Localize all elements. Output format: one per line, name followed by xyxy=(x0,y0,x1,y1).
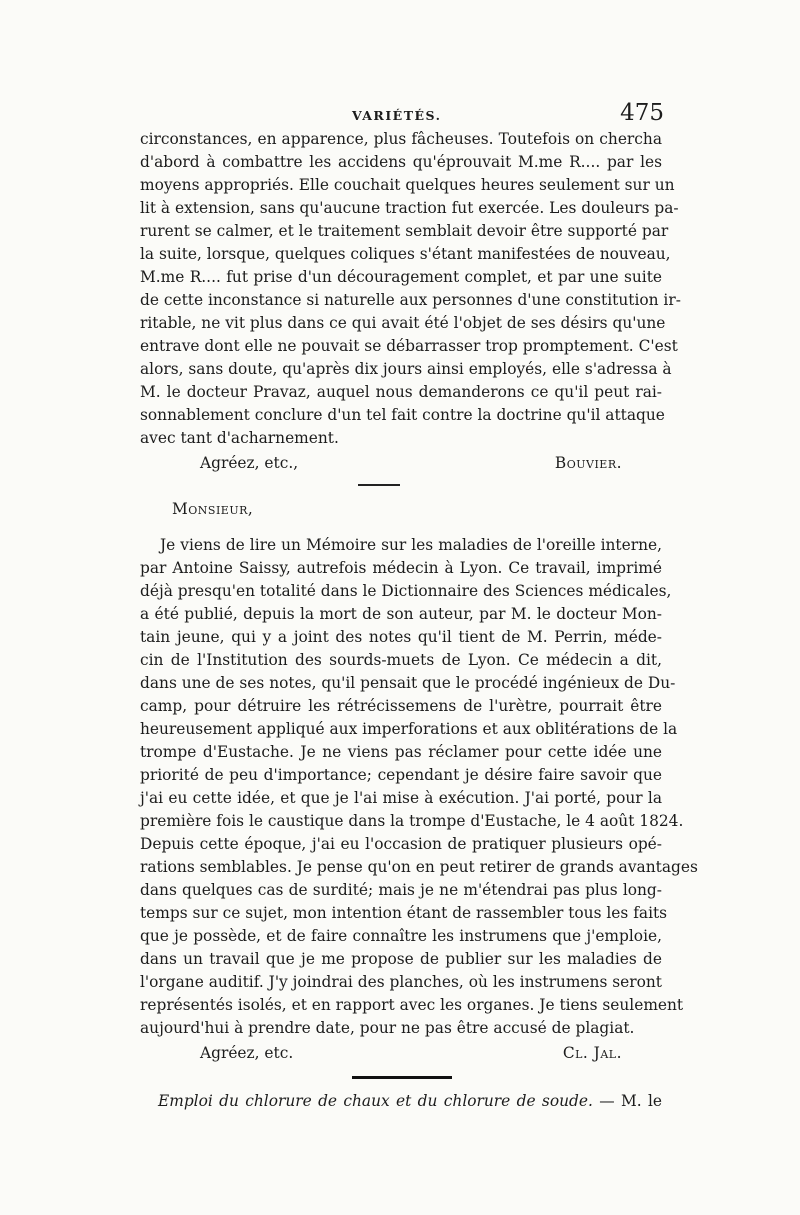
next-article-heading xyxy=(140,1088,662,1114)
text-line: moyens appropriés. Elle couchait quelques heures seulement sur un xyxy=(140,176,675,194)
text-line: par Antoine Saissy, autrefois médecin à Lyon. Ce travail, imprimé xyxy=(140,559,662,577)
text-line: trompe d'Eustache. Je ne viens pas réclamer pour cette idée une xyxy=(140,743,662,761)
article-title: Emploi du chlorure de chaux et du chlorure de soude. xyxy=(158,1092,593,1110)
section-divider xyxy=(140,476,662,494)
text-line: dans un travail que je me propose de publier sur les maladies de xyxy=(140,950,662,968)
article-start: — M. le xyxy=(599,1092,662,1110)
text-line: cin de l'Institution des sourds-muets de Lyon. Ce médecin a dit, xyxy=(140,651,662,669)
closing-row xyxy=(140,1040,662,1066)
text-line: M. le docteur Pravaz, auquel nous demanderons ce qu'il peut rai- xyxy=(140,383,662,401)
text-line: Depuis cette époque, j'ai eu l'occasion de pratiquer plusieurs opé- xyxy=(140,835,662,853)
text-line: l'organe auditif. J'y joindrai des planches, où les instrumens seront xyxy=(140,973,662,991)
text-line: lit à extension, sans qu'aucune traction fut exercée. Les douleurs pa- xyxy=(140,199,679,217)
text-line: circonstances, en apparence, plus fâcheuses. Toutefois on chercha xyxy=(140,130,662,148)
closing-formula: Agréez, etc., xyxy=(200,454,299,472)
text-line: de cette inconstance si naturelle aux personnes d'une constitution ir- xyxy=(140,291,681,309)
running-title: VARIÉTÉS. xyxy=(352,108,442,123)
text-line: représentés isolés, et en rapport avec les organes. Je tiens seulement xyxy=(140,996,684,1014)
text-line: rurent se calmer, et le traitement semblait devoir être supporté par xyxy=(140,222,669,240)
letter-bouvier xyxy=(140,128,681,476)
text-line: j'ai eu cette idée, et que je l'ai mise à exécution. J'ai porté, pour la xyxy=(140,789,662,807)
text-line: aujourd'hui à prendre date, pour ne pas être accusé de plagiat. xyxy=(140,1019,635,1037)
text-line: dans une de ses notes, qu'il pensait que le procédé ingénieux de Du- xyxy=(140,674,676,692)
closing-row xyxy=(140,450,662,476)
signature: Bouvier. xyxy=(554,454,622,472)
section-divider xyxy=(140,1066,662,1088)
text-line: heureusement appliqué aux imperforations et aux oblitérations de la xyxy=(140,720,678,738)
text-line: a été publié, depuis la mort de son auteur, par M. le docteur Mon- xyxy=(140,605,662,623)
text-line: priorité de peu d'importance; cependant je désire faire savoir que xyxy=(140,766,662,784)
signature: Cl. Jal. xyxy=(562,1044,622,1062)
text-line: que je possède, et de faire connaître les instrumens que j'emploie, xyxy=(140,927,662,945)
text-line: alors, sans doute, qu'après dix jours ainsi employés, elle s'adressa à xyxy=(140,360,672,378)
letter-jal xyxy=(140,534,698,1066)
text-line: la suite, lorsque, quelques coliques s'étant manifestées de nouveau, xyxy=(140,245,671,263)
text-line: dans quelques cas de surdité; mais je ne m'étendrai pas plus long- xyxy=(140,881,662,899)
text-line: temps sur ce sujet, mon intention étant de rassembler tous les faits xyxy=(140,904,668,922)
text-block xyxy=(140,128,698,1114)
text-line: M.me R.... fut prise d'un découragement complet, et par une suite xyxy=(140,268,662,286)
text-line: rations semblables. Je pense qu'on en peut retirer de grands avantages xyxy=(140,858,698,876)
text-line: déjà presqu'en totalité dans le Dictionnaire des Sciences médicales, xyxy=(140,582,672,600)
page-number: 475 xyxy=(620,100,664,126)
text-line: avec tant d'acharnement. xyxy=(140,429,339,447)
text-line: d'abord à combattre les accidens qu'éprouvait M.me R.... par les xyxy=(140,153,662,171)
closing-formula: Agréez, etc. xyxy=(200,1044,294,1062)
text-line: tain jeune, qui y a joint des notes qu'il tient de M. Perrin, méde- xyxy=(140,628,662,646)
text-line: première fois le caustique dans la trompe d'Eustache, le 4 août 1824. xyxy=(140,812,684,830)
text-line: ritable, ne vit plus dans ce qui avait été l'objet de ses désirs qu'une xyxy=(140,314,666,332)
text-line: Je viens de lire un Mémoire sur les maladies de l'oreille interne, xyxy=(160,536,662,554)
text-line: sonnablement conclure d'un tel fait contre la doctrine qu'il attaque xyxy=(140,406,665,424)
salutation: Monsieur, xyxy=(172,500,254,518)
text-line: camp, pour détruire les rétrécissemens de l'urètre, pourrait être xyxy=(140,697,662,715)
text-line: entrave dont elle ne pouvait se débarrasser trop promptement. C'est xyxy=(140,337,678,355)
